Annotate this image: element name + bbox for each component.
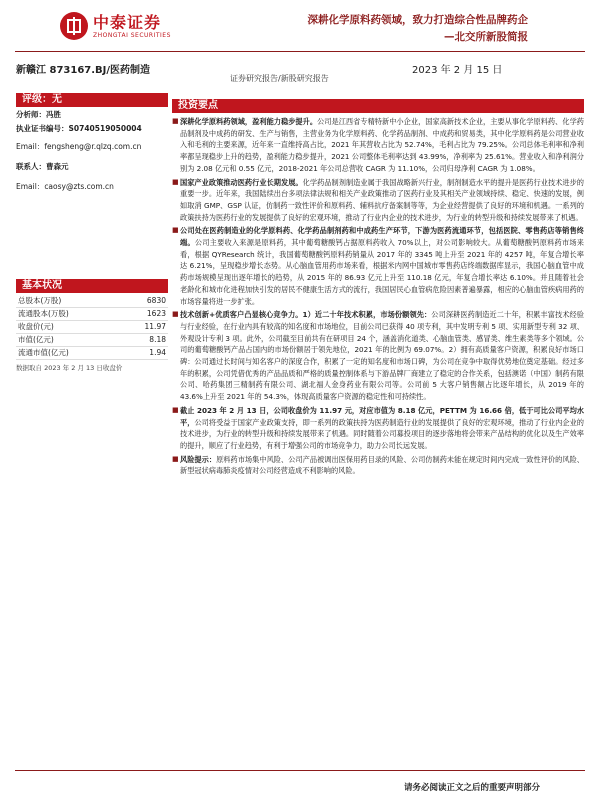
report-header	[308, 12, 529, 46]
company-ticker: 新赣江 873167.BJ/医药制造	[16, 65, 151, 76]
stat-label: 收盘价(元)	[18, 322, 54, 331]
stat-value: 1623	[146, 309, 166, 318]
analyst-email[interactable]: fengsheng@r.qlzq.com.cn	[44, 142, 142, 151]
stat-label: 流通股本(万股)	[18, 309, 69, 318]
logo-symbol-icon	[64, 16, 84, 36]
key-point-text	[180, 405, 584, 452]
stat-value: 6830	[146, 296, 166, 305]
analyst-label: 分析师：	[16, 110, 46, 119]
email-row	[16, 141, 168, 153]
report-title: 深耕化学原料药领域，致力打造综合性品牌药企	[307, 14, 528, 26]
key-point-text	[180, 454, 584, 477]
key-point-lead: 风险提示：	[180, 454, 217, 464]
key-point	[172, 177, 584, 224]
email-label: Email：	[16, 142, 45, 151]
bullet-icon: ■	[172, 405, 179, 414]
contact-row	[16, 161, 168, 173]
section-title: 投资要点	[172, 99, 584, 113]
key-point-text	[180, 177, 584, 224]
stat-value: 8.18	[149, 335, 166, 344]
report-date: 2023 年 2 月 15 日	[412, 65, 503, 76]
key-point	[172, 309, 584, 403]
key-point-body: 公司主要收入来源是原料药，其中葡萄糖酸钙占据原料药收入 70%以上，对公司影响较大。从葡萄糖酸钙原料药市场来看，根据 QYResearch 统计，我国葡萄糖酸钙原料药销量从 2017 年的 3345 吨上升至 2021 年的 4257 吨，年复合增长率达 6.21%，呈现稳步增长态势。从心脑血管用药市场来看，根据米内网中国城市零售药店终端数据库显示，我国心脑血管中成药市场规模呈现出逐年增长的趋势，从 2015 年的 86.93 亿元上升至 110.18 亿元，年复合增长率达 6.10%。并且随着社会老龄化和城市化进程加快引发的居民不健康生活方式的流行，我国居民心血管病危险因素普遍暴露，相应的心脑血管疾病用药的市场容量将进一步扩张。	[180, 238, 584, 306]
key-point-text	[180, 116, 584, 175]
logo-text	[93, 14, 171, 39]
key-point-body: 公司是江西省专精特新中小企业，国家高新技术企业，主要从事化学原料药、化学药品制剂及中成药的研发、生产与销售，主营业务为化学原料药、化学药品制剂、中成药和贸易类，其中化学原料药是公司营业收入和毛利的主要来源，近年来一直维持高占比，2021 年其营收占比为 52.74%，毛利占比为 79.25%。公司总体毛利率和净利率都呈现稳步上升的趋势，盈利能力稳步提升，2021 公司整体毛利率达到 43.99%，净利率为 25.61%。营业收入和净利润分别为 2.08 亿元和 0.55 亿元，2018-2021 年公司总营收 CAGR 为 11.10%，公司归母净利 CAGR 为 1.08%。	[180, 117, 584, 173]
bullet-icon: ■	[172, 454, 179, 463]
stat-row	[16, 334, 168, 347]
key-point-body: 公司深耕医药制造近二十年，积累丰富技术经验与行业经验，在行业内具有较高的知名度和市场地位，目前公司已获得 40 项专利，其中发明专利 5 项、实用新型专利 32 项、外观设计专利 3 项。此外，公司截至目前共有在研项目 24 个，涵盖消化道类、心脑血管类、感冒类、维生素类等多个领域。公司的葡萄糖酸钙产品占国内的市场份额居于领先地位，2021 年的比例为 69.07%。2）拥有高质量客户资源，积累良好市场口碑：公司通过长时间与知名客户的深度合作，积累了一定的知名度和市场口碑，为公司在竞争中取得优势地位奠定基础。经过多年的积累，公司凭借优秀的产品品质和严格的质量控制体系与下游品牌厂商建立了稳定的合作关系，包括澳诺（中国）制药有限公司、哈药集团三精制药有限公司、湖北福人金身药业有限公司等。公司前 5 大客户销售额占比逐年增长，从 2019 年的 43.6%上升至 2021 年的 54.3%，体现高质量客户资源的稳定性和可持续性。	[180, 310, 584, 402]
logo-icon	[60, 12, 88, 40]
stat-row	[16, 347, 168, 360]
stat-label: 总股本(万股)	[18, 296, 62, 305]
key-point	[172, 454, 584, 477]
report-subtitle: —北交所新股简报	[444, 31, 528, 43]
stats-table	[16, 295, 168, 360]
stat-value: 11.97	[144, 322, 166, 331]
key-point	[172, 116, 584, 175]
license-label: 执业证书编号：	[16, 124, 69, 133]
contact-name: 曹森元	[46, 162, 69, 171]
main-content	[172, 99, 584, 477]
contact-email-row	[16, 181, 168, 193]
key-point-lead: 深耕化学原料药领域，盈利能力稳步提升。	[180, 117, 318, 126]
stat-row	[16, 295, 168, 308]
key-point-lead: 技术创新+优质客户凸显核心竞争力。1）近二十年技术积累，市场份额领先：	[180, 310, 432, 320]
report-type: 证券研究报告/新股研究报告	[230, 74, 329, 83]
contact-label: 联系人：	[16, 162, 46, 171]
key-point-body: 化学药品制剂制造业属于我国战略新兴行业，制剂制造水平的提升是医药行业技术进步的重要一步。近年来，我国陆续出台多项法律法规和相关产业政策推动了医药行业及其相关产业领域持续、稳定、快速的发展，例如取消 GMP、GSP 认证，仿制药一致性评价和原料药、辅料抗疗备案制等等，为企业经营提供了良好的环境和机遇。一系列的政策扶持为医药行业的发展提供了良好的宏观环境，推动了行业内企业的技术进步，为行业的转型升级和持续发展带来了机遇。	[180, 177, 584, 222]
basic-info-bar: 基本状况	[16, 279, 168, 293]
bullet-icon: ■	[172, 226, 179, 235]
key-point	[172, 405, 584, 452]
bullet-icon: ■	[172, 310, 179, 319]
analyst-name: 冯胜	[46, 110, 61, 119]
logo-name-cn: 中泰证券	[93, 12, 162, 32]
bullet-icon: ■	[172, 177, 179, 186]
contact-email-label: Email：	[16, 182, 45, 191]
header-divider	[15, 51, 585, 52]
key-point	[172, 225, 584, 307]
key-point-body: 原料药市场集中风险、公司产品被调出医保用药目录的风险、公司仿制药未能在规定时间内完成一致性评价的风险、新型冠状病毒肺炎疫情对公司经营造成不利影响的风险。	[180, 454, 584, 476]
stat-row	[16, 321, 168, 334]
license-row	[16, 123, 168, 135]
sidebar	[16, 93, 168, 372]
license-number: S0740519050004	[68, 124, 142, 133]
rating-bar: 评级：无	[16, 93, 168, 107]
stat-value: 1.94	[149, 348, 166, 357]
contact-email[interactable]: caosy@zts.com.cn	[44, 182, 114, 191]
analyst-row	[16, 109, 168, 121]
logo-name-en: ZHONGTAI SECURITIES	[93, 31, 171, 39]
stat-row	[16, 308, 168, 321]
footer-divider	[15, 770, 585, 771]
key-point-text	[180, 309, 584, 403]
disclaimer: 请务必阅读正文之后的重要声明部分	[403, 783, 540, 793]
key-point-lead: 截止 2023 年 2 月 13 日，公司收盘价为 11.97 元，对应市值为 8.18 亿元，PETTM 为 16.66 倍，低于可比公司平均水平，	[180, 405, 584, 427]
stats-footnote: 数据取自 2023 年 2 月 13 日收盘价	[16, 364, 123, 372]
key-point-lead: 公司处在医药制造业的化学原料药、化学药品制剂药和中成药生产环节，下游为医药流通环节，包括医院、零售药店等销售终端。	[180, 226, 584, 248]
company-logo	[60, 12, 171, 40]
bullet-icon: ■	[172, 117, 179, 125]
stat-label: 市值(亿元)	[18, 335, 54, 344]
key-point-body: 公司将受益于国家产业政策支持，即一系列的政策扶持为医药制造行业的发展提供了良好的宏观环境，推动了行业内企业的技术进步，为行业的转型升级和持续发展带来了机遇。同时随着公司募投项目的逐步落地将会带来产品结构的优化以及生产效率的提升，顺应了行业趋势，有利于增强公司的市场竞争力，助力公司长远发展。	[180, 417, 584, 450]
key-point-text	[180, 225, 584, 307]
stat-label: 流通市值(亿元)	[18, 348, 69, 357]
key-point-lead: 国家产业政策推动医药行业长期发展。	[180, 177, 303, 187]
